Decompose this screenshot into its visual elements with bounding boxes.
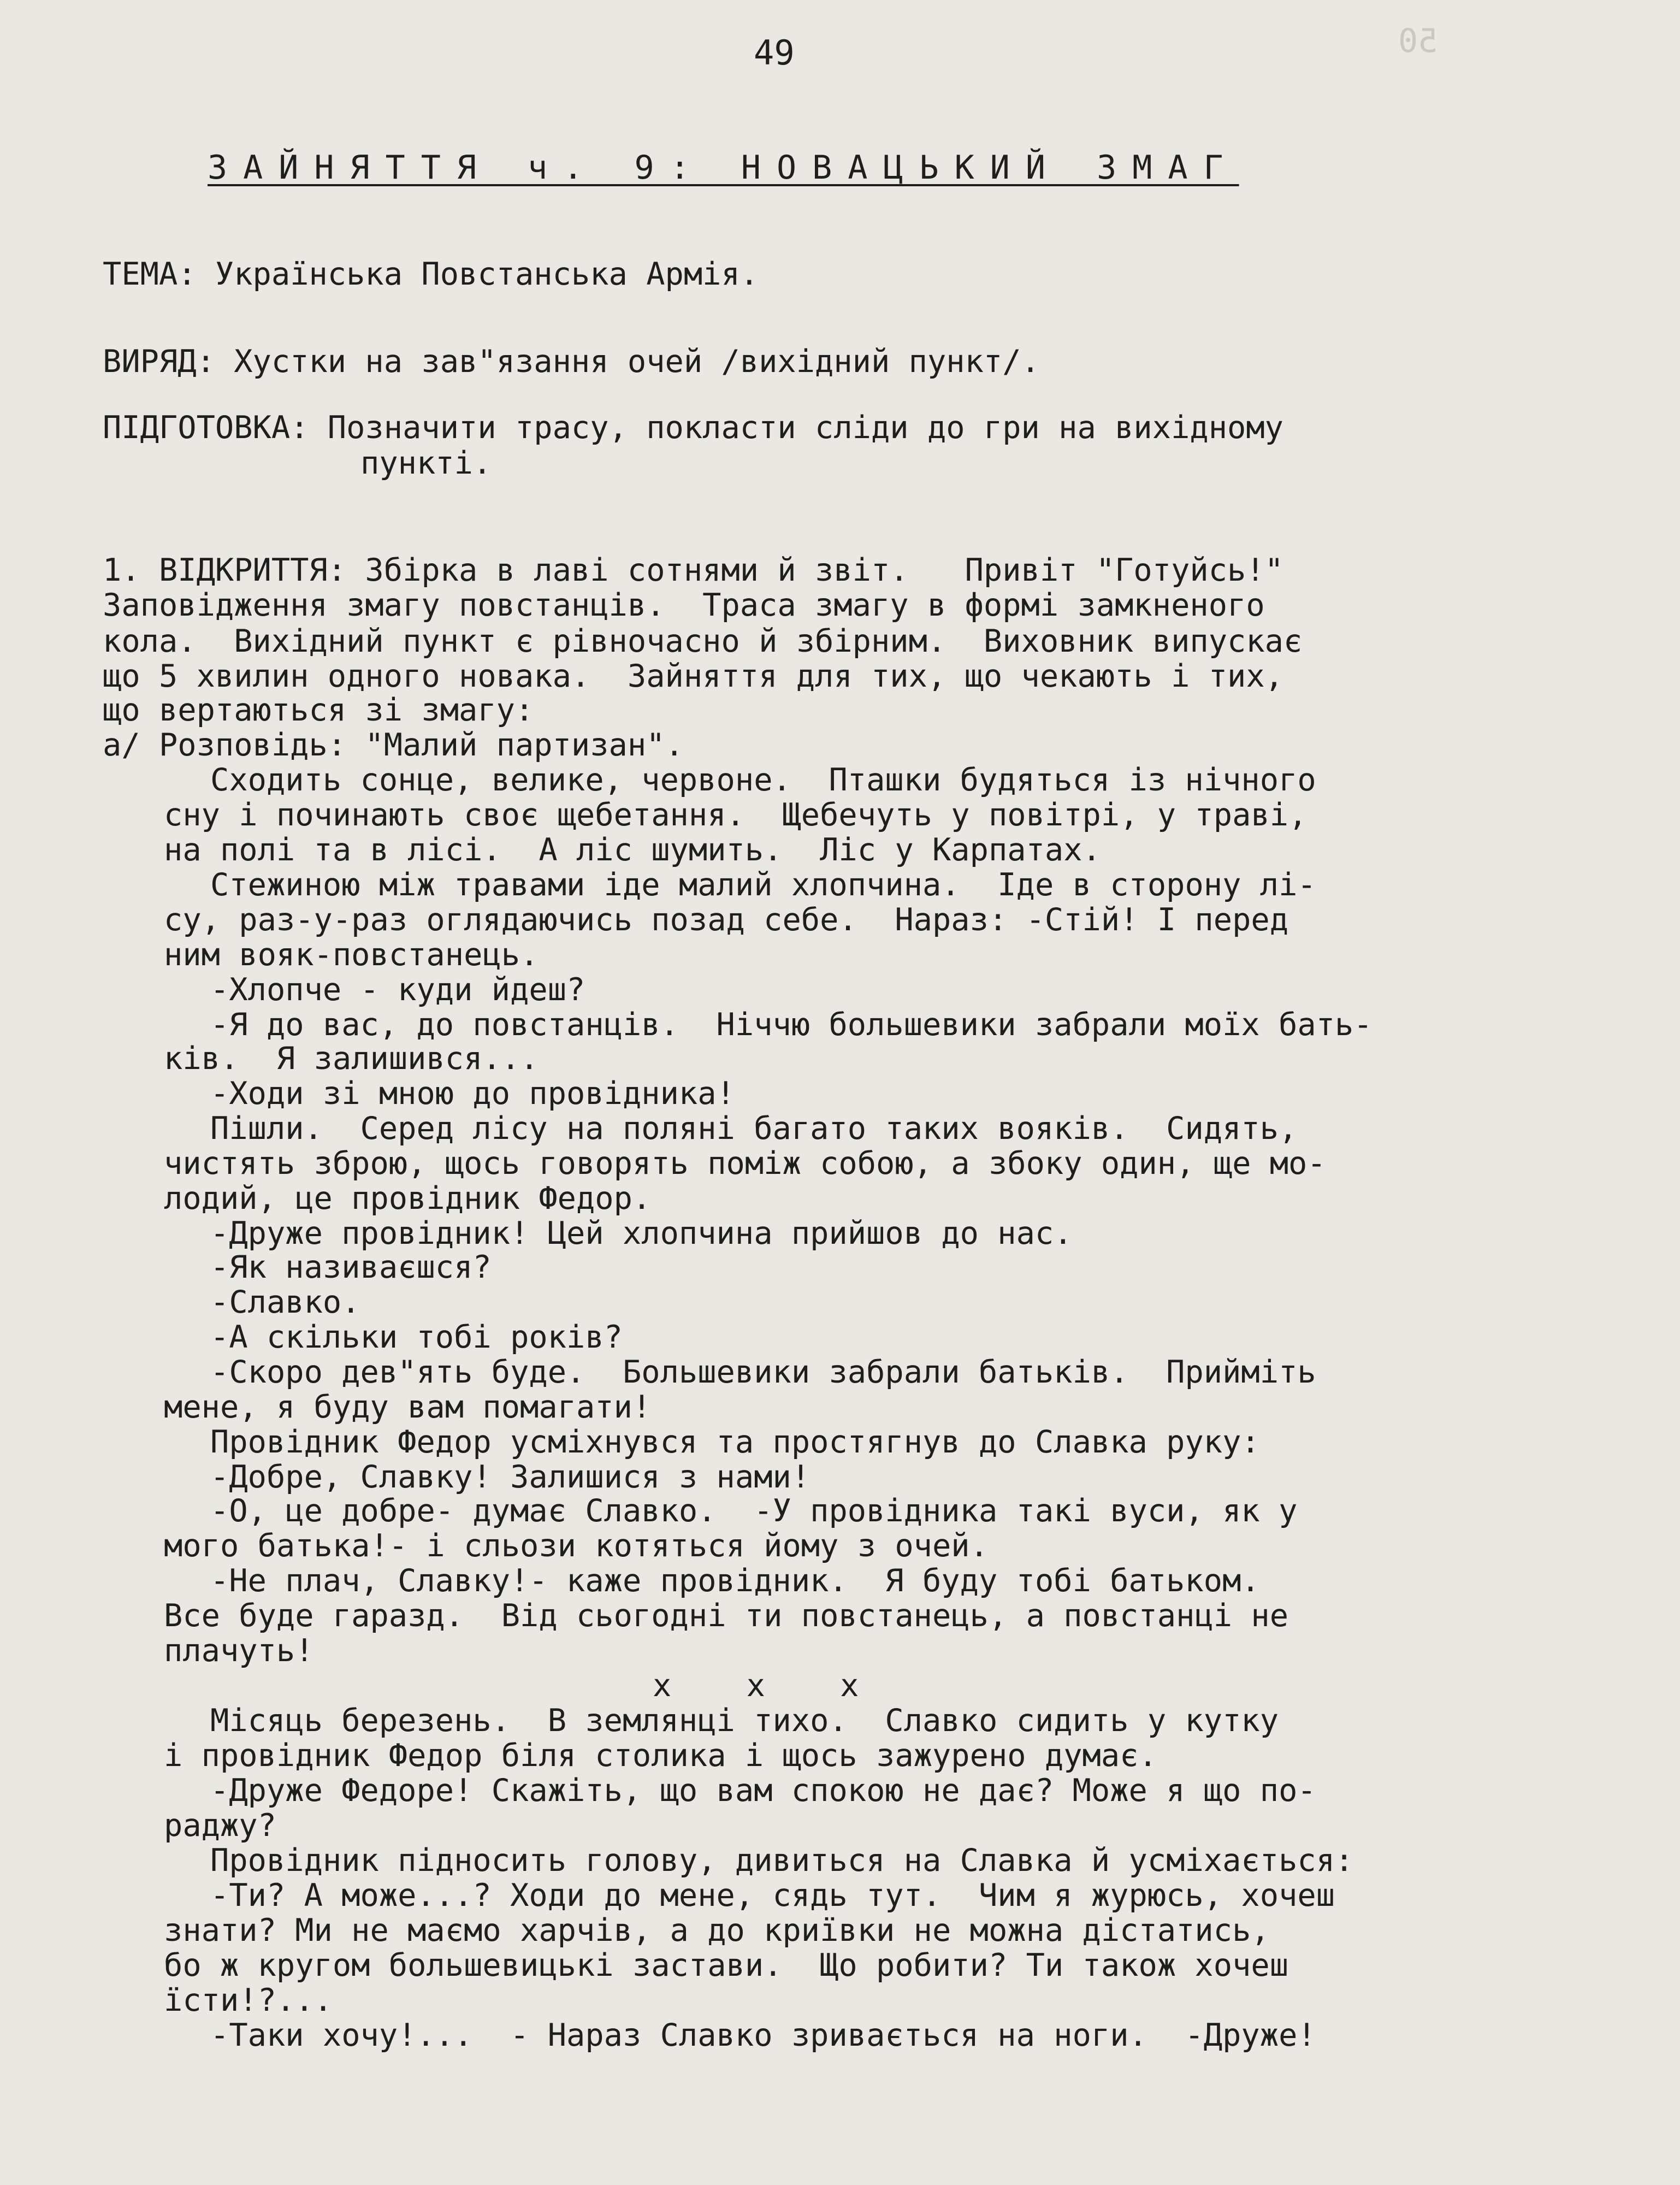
text-line: лодий, це провідник Федор. — [164, 1180, 652, 1216]
text-line: Заповідження змагу повстанців. Траса змагу в формі замкненого — [103, 587, 1265, 623]
text-line: на полі та в лісі. А ліс шумить. Ліс у Карпатах. — [164, 832, 1101, 868]
text-line: -Друже провідник! Цей хлопчина прийшов до нас. — [210, 1215, 1073, 1251]
text-line: су, раз-у-раз оглядаючись позад себе. Нараз: -Стій! І перед — [164, 902, 1289, 938]
text-line: раджу? — [164, 1808, 276, 1844]
text-line: Все буде гаразд. Від сьогодні ти повстанець, а повстанці не — [164, 1598, 1289, 1634]
text-line: ПІДГОТОВКА: Позначити трасу, покласти сліди до гри на вихідному — [103, 410, 1283, 446]
text-line: бо ж кругом большевицькі застави. Що робити? Ти також хочеш — [164, 1947, 1289, 1983]
page-title: ЗАЙНЯТТЯ ч. 9: НОВАЦЬКИЙ ЗМАГ — [208, 149, 1239, 187]
text-line: кола. Вихідний пункт є рівночасно й збірним. Виховник випускає — [103, 623, 1303, 659]
text-line: сну і починають своє щебетання. Щебечуть у повітрі, у траві, — [164, 797, 1308, 833]
bleed-through-mark: 50 — [1398, 22, 1438, 60]
text-line: ним вояк-повстанець. — [164, 937, 539, 973]
text-line: Пішли. Серед лісу на поляні багато таких вояків. Сидять, — [210, 1111, 1298, 1147]
text-line: знати? Ми не маємо харчів, а до криївки не можна дістатись, — [164, 1912, 1270, 1948]
text-line: ТЕМА: Українська Повстанська Армія. — [103, 256, 759, 292]
text-line: що вертаються зі змагу: — [103, 692, 534, 728]
text-line: і провідник Федор біля столика і щось зажурено думає. — [164, 1738, 1157, 1774]
text-line: -Друже Федоре! Скажіть, що вам спокою не дає? Може я що по- — [210, 1773, 1316, 1809]
text-line: Місяць березень. В землянці тихо. Славко сидить у кутку — [210, 1703, 1279, 1739]
text-line: Стежиною між травами іде малий хлопчина. Іде в сторону лі- — [210, 867, 1316, 903]
text-line: Сходить сонце, велике, червоне. Пташки будяться із нічного — [210, 762, 1316, 798]
text-line: 1. ВІДКРИТТЯ: Збірка в лаві сотнями й звіт. Привіт "Готуйсь!" — [103, 552, 1283, 588]
text-line: Провідник Федор усміхнувся та простягнув до Славка руку: — [210, 1424, 1260, 1460]
text-line: пункті. — [360, 445, 492, 481]
text-line: плачуть! — [164, 1633, 314, 1669]
text-line: а/ Розповідь: "Малий партизан". — [103, 727, 684, 763]
text-line: мого батька!- і сльози котяться йому з очей. — [164, 1528, 989, 1564]
text-line: -Славко. — [210, 1284, 360, 1320]
text-line: мене, я буду вам помагати! — [164, 1389, 652, 1425]
text-line: -Добре, Славку! Залишися з нами! — [210, 1459, 811, 1495]
text-line: -Я до вас, до повстанців. Ніччю большевики забрали моїх бать- — [210, 1007, 1373, 1043]
text-line: -Як називаєшся? — [210, 1249, 492, 1285]
text-line: чистять зброю, щось говорять поміж собою, а збоку один, ще мо- — [164, 1145, 1326, 1182]
page-number: 49 — [754, 33, 795, 73]
text-line: -Таки хочу!... - Нараз Славко зривається на ноги. -Друже! — [210, 2017, 1316, 2053]
text-line: -О, це добре- думає Славко. -У провідника такі вуси, як у — [210, 1493, 1298, 1529]
text-line: їсти!?... — [164, 1982, 333, 2018]
text-line: що 5 хвилин одного новака. Зайняття для тих, що чекають і тих, — [103, 658, 1283, 694]
text-line: -Ти? А може...? Ходи до мене, сядь тут. Чим я журюсь, хочеш — [210, 1877, 1335, 1914]
section-separator: x x x — [653, 1668, 859, 1704]
text-line: -Скоро дев"ять буде. Большевики забрали батьків. Прийміть — [210, 1354, 1316, 1390]
text-line: -Ходи зі мною до провідника! — [210, 1076, 735, 1112]
text-line: Провідник підносить голову, дивиться на Славка й усміхається: — [210, 1843, 1354, 1879]
text-line: -Хлопче - куди йдеш? — [210, 972, 585, 1008]
text-line: ків. Я залишився... — [164, 1041, 539, 1077]
text-line: -А скільки тобі років? — [210, 1319, 623, 1355]
text-line: -Не плач, Славку!- каже провідник. Я буду тобі батьком. — [210, 1563, 1260, 1599]
text-line: ВИРЯД: Хустки на зав"язання очей /вихідний пункт/. — [103, 344, 1040, 380]
